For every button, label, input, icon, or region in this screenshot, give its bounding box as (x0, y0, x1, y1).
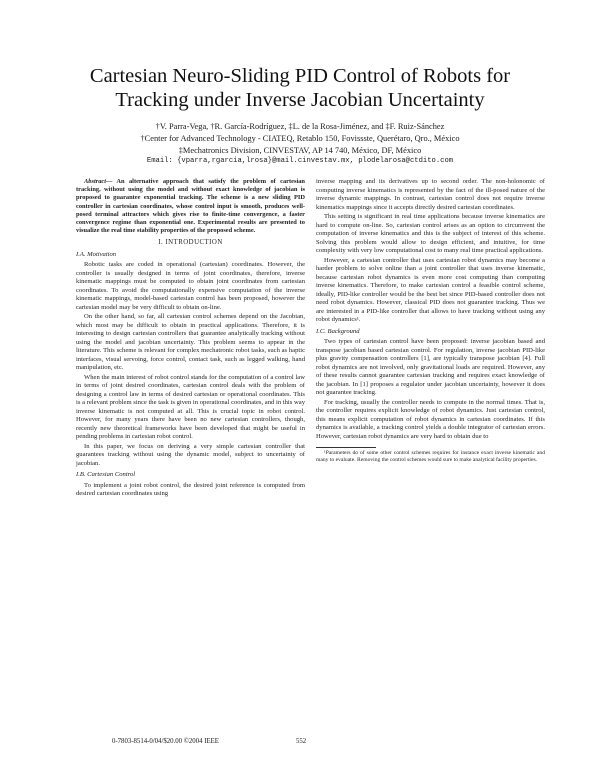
affiliation-cinvestav: ‡Mechatronics Division, CINVESTAV, AP 14 740, México, DF, México (178, 145, 422, 155)
body-paragraph: This setting is significant in real time applications because inverse kinematics are hard to compute on-line. So, cartesian control arises as an option to circumvent the computation of inverse kinematics and this is the subject of interest of this scheme. Solving this problem would allow to design efficient, and intuitive, for time complexity with very low computational cost to many real time practical applications. (316, 213, 545, 254)
body-paragraph: To implement a joint robot control, the desired joint reference is computed from desired cartesian coordinates using (76, 481, 305, 498)
body-paragraph: However, a cartesian controller that uses cartesian robot dynamics may become a harder problem to solve online than a joint controller that uses inverse kinematic, because cartesian robot dynamics is even more cost computing than computing inverse kinematics. Therefore, to make cartesian control a feasible control scheme, ideally, PID-like controller would be the best bet since PID-based controller does not need robot dynamics. However, classical PID does not guarantee tracking. Thus we are interested in a PID-like controller that allows to have tracking without using any robot dynamics¹. (316, 256, 545, 323)
body-paragraph: Robotic tasks are coded in operational (cartesian) coordinates. However, the controller is usually designed in terms of joint coordinates, therefore, inverse kinematic mappings must be computed to obtain joint coordinates from cartesian coordinates. To avoid the computationally expensive computation of the inverse kinematic mappings, model-based cartesian control has been proposed, however the cartesian model may be very difficult to obtain on-line. (76, 261, 305, 311)
abstract (76, 178, 305, 235)
affiliation-ciateq: †Center for Advanced Technology - CIATEQ, Retablo 150, Fovissste, Querétaro, Qro., México (140, 133, 460, 143)
body-paragraph: When the main interest of robot control stands for the computation of a control law in terms of joint desired coordinates, cartesian control deals with the problem of designing a control law in terms of desired cartesian or operational coordinates. This is a relevant problem since the task is given in operational coordinates, and in this way inverse kinematic is not computed at all. This is crucial topic in robot control. However, for many years there have been no new cartesian controllers, though, recently new theoretical frameworks have been developed that might be useful in pending problems in cartesian robot control. (76, 373, 305, 441)
author-names: †V. Parra-Vega, †R. García-Rodríguez, ‡L. de la Rosa-Jiménez, and ‡F. Ruiz-Sánchez (155, 122, 445, 131)
body-paragraph: Two types of cartesian control have been proposed: inverse jacobian based and transpose jacobian based cartesian control. For regulation, inverse jacobian PID-like plus gravity compensation controllers [1], are typically transpose jacobian [4]. Full robot dynamics are not involved, only gravitational loads are required. However, any of these results cannot guarantee cartesian tracking and requires exact knowledge of the jacobian. In [1] proposes a regulator under jacobian uncertainty, however it does not guarantee tracking. (316, 338, 545, 396)
author-email: Email: {vparra,rgarcia,lrosa}@mail.cinvestav.mx, plodelarosa@ctdito.com (146, 157, 454, 166)
footnote-divider (316, 447, 376, 448)
body-paragraph: For tracking, usually the controller needs to compute in the normal times. That is, the controller requires explicit knowledge of robot dynamics. Just cartesian control, this means explicit computation of robot dynamics in cartesian coordinates. If this dynamics is available, a tracking control yields a double integrator of cartesian errors. However, cartesian robot dynamics are very hard to obtain due to (316, 398, 545, 440)
abstract-label: Abstract (84, 178, 107, 185)
author-block (70, 121, 530, 168)
subsection-heading-cartesian-control: I.B. Cartesian Control (76, 471, 136, 479)
isbn-copyright: 0-7803-8514-0/04/$20.00 ©2004 IEEE (112, 738, 219, 745)
section-heading-introduction: I. INTRODUCTION (158, 239, 223, 247)
subsection-heading-background: I.C. Background (316, 327, 360, 335)
abstract-body: — An alternative approach that satisfy the problem of cartesian tracking, without using the model and without exact knowledge of jacobian is proposed to guarantee exponential tracking. The scheme is a new sliding PID controller in cartesian coordinates, whose control input is smooth, produces well-posed terminal attractors which gives rise to finite-time convergence, a faster convergence regime than exponential one. Experimental results are presented to visualize the real time stability properties of the proposed scheme. (76, 178, 305, 235)
body-paragraph: inverse mapping and its derivatives up to second order. The non-holonomic of computing inverse kinematics is represented by the fact of the ill-posed nature of the inverse dynamic mappings. In contrast, cartesian control does not require inverse kinematics mappings since it accepts directly desired cartesian coordinates. (316, 178, 545, 211)
body-paragraph: In this paper, we focus on deriving a very simple cartesian controller that guarantees tracking without using the dynamic model, subject to uncertainty of jacobian. (76, 442, 305, 467)
subsection-heading-motivation: I.A. Motivation (76, 250, 117, 258)
right-column (316, 178, 545, 465)
footnote: ¹Parameters do of some other control schemes requires for instance exact inverse kinematic and many to evaluate. Removing the control schemes would sure to make analytical facility properties. (316, 450, 545, 463)
left-column (76, 178, 305, 500)
page-number: 552 (296, 738, 307, 745)
paper-title: Cartesian Neuro-Sliding PID Control of Robots for Tracking under Inverse Jacobian Uncertainty (89, 65, 511, 111)
body-paragraph: On the other hand, so far, all cartesian control schemes depend on the Jacobian, which most may be difficult to obtain in practical applications. Therefore, it is interesting to design cartesian controllers that guarantee analytically tracking without using the model and jacobian uncertainty. This problem seems to appear in the literature. This scheme is relevant for complex mechatronic robot tasks, such as haptic interfaces, visual servoing, force control, contact task, such as legged walking, hand manipulation, etc. (76, 313, 305, 372)
